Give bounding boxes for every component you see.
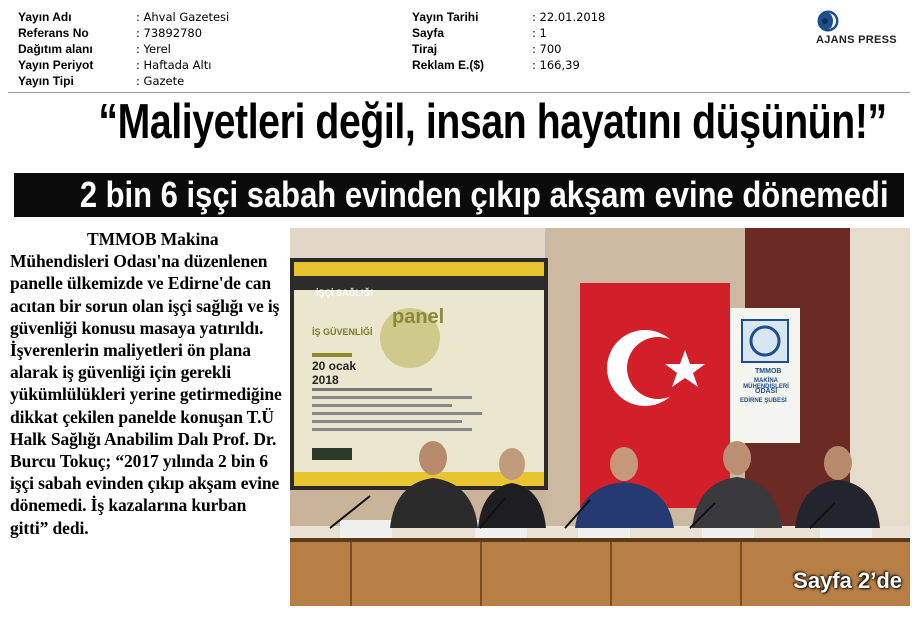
- meta-label: Sayfa: [412, 26, 445, 40]
- body-paragraph: Mühendisleri Odası'na düzenlenen panelle ülkemizde ve Edirne'de can acıtan bir sorun olan işçi sağlığı ve iş güvenliği konusu masaya yatırıldı. İşverenlerin maliyetleri ön plana alarak iş güvenliği için gerekli yükümlülükleri yerine getirmediğine dikkat çekilen panelde konuşan T.Ü Halk Sağlığı Anabilim Dalı Prof. Dr. Burcu Tokuç; “2017 yılında 2 bin 6 işçi sabah evinden çıkıp akşam evine dönemedi. İş kazalarına kurban gitti” dedi.: [10, 251, 282, 538]
- meta-label: Yayın Adı: [18, 10, 72, 24]
- screen-line-2: İŞ GÜVENLİĞİ: [312, 327, 373, 337]
- ajans-press-logo-icon: [817, 10, 839, 32]
- banner-line-2: MAKİNA MÜHENDİSLERİ: [743, 378, 789, 390]
- meta-label: Tiraj: [412, 42, 438, 56]
- meta-value: : 1: [532, 26, 547, 40]
- meta-value: : 22.01.2018: [532, 10, 606, 24]
- meta-row: [412, 25, 605, 41]
- article-headline: “Maliyetleri değil, insan hayatını düşünün!”: [98, 95, 887, 149]
- article-body: [10, 228, 288, 539]
- meta-label: Yayın Tarihi: [412, 10, 479, 24]
- panel-photo-illustration: [290, 228, 910, 606]
- meta-value: : Ahval Gazetesi: [136, 10, 230, 24]
- screen-date: 20 ocak: [312, 359, 357, 373]
- logo-text: AJANS PRESS: [816, 34, 897, 46]
- meta-label: Yayın Periyot: [18, 58, 94, 72]
- meta-value: : 73892780: [136, 26, 203, 40]
- meta-label: Yayın Tipi: [18, 74, 74, 88]
- meta-row: [412, 57, 605, 73]
- meta-row: [18, 57, 229, 73]
- article-subheadline: [14, 173, 904, 217]
- banner-line-1: TMMOB: [755, 368, 782, 375]
- banner-line-4: EDİRNE ŞUBESİ: [740, 398, 787, 404]
- meta-label: Dağıtım alanı: [18, 42, 93, 56]
- meta-row: [18, 9, 229, 25]
- meta-value: : Yerel: [136, 42, 171, 56]
- meta-value: : Haftada Altı: [136, 58, 212, 72]
- meta-label: Reklam E.($): [412, 58, 485, 72]
- screen-word: panel: [392, 306, 445, 328]
- meta-label: Referans No: [18, 26, 89, 40]
- banner-line-3: ODASI: [755, 388, 778, 395]
- article-photo: [290, 228, 910, 606]
- meta-value: : 700: [532, 42, 562, 56]
- subheadline-text: 2 bin 6 işçi sabah evinden çıkıp akşam evine dönemedi: [79, 174, 889, 215]
- publication-meta-left: [18, 9, 229, 89]
- publication-meta-right: [412, 9, 605, 73]
- screen-year: 2018: [312, 373, 339, 387]
- body-first-line: TMMOB Makina: [87, 229, 219, 249]
- meta-row: [18, 25, 229, 41]
- meta-row: [18, 41, 229, 57]
- photo-caption: Sayfa 2’de: [793, 568, 902, 593]
- meta-value: : Gazete: [136, 74, 185, 88]
- meta-row: [18, 73, 229, 89]
- screen-line-1: İŞÇİ SAĞLIĞI: [316, 288, 374, 298]
- meta-row: [412, 9, 605, 25]
- meta-row: [412, 41, 605, 57]
- meta-value: : 166,39: [532, 58, 580, 72]
